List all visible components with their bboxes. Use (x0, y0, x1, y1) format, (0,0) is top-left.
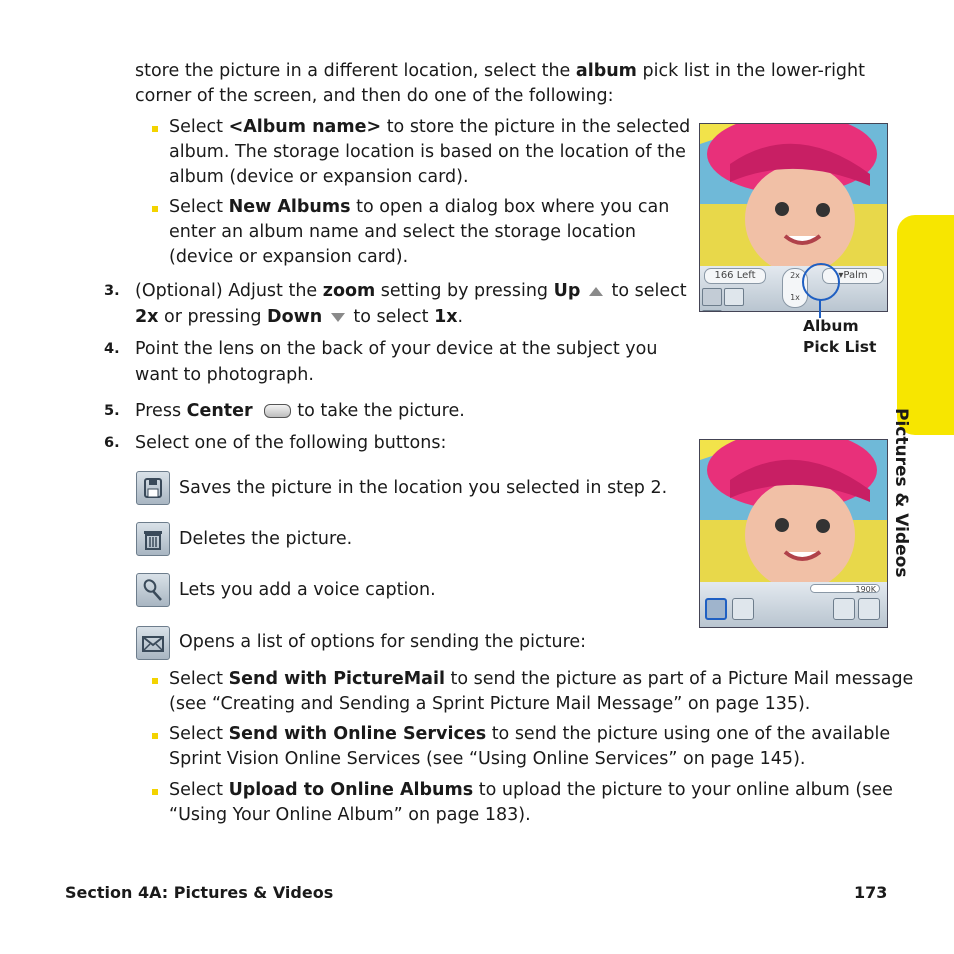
bullet-line: (see “Creating and Sending a Sprint Picture Mail Message” on page 135). (169, 694, 811, 714)
callout-label: Album Pick List (803, 317, 877, 356)
step-number: 5. (104, 403, 120, 419)
bullet-marker (152, 678, 158, 684)
baby-photo (700, 440, 887, 582)
section-side-tab (897, 215, 954, 435)
trash-icon (136, 522, 170, 556)
trash-description: Deletes the picture. (179, 529, 353, 549)
bullet-marker (152, 206, 158, 212)
review-toolbar (700, 582, 887, 627)
baby-photo (700, 124, 887, 266)
bullet-line: Select Send with PictureMail to send the picture as part of a Picture Mail message (169, 669, 914, 689)
layers-icon[interactable] (702, 288, 722, 306)
step-3-line-1: (Optional) Adjust the zoom setting by pressing Up to select (135, 281, 687, 301)
pictures-left-counter: 166 Left (704, 268, 766, 284)
intro-text: pick list in the lower-right (636, 61, 865, 81)
album-value: Palm (843, 270, 868, 281)
zoom-2x-label: 2x (790, 271, 800, 280)
intro-bold: album (575, 61, 637, 81)
envelope-icon (136, 626, 170, 660)
save-icon (136, 471, 170, 505)
save-icon[interactable] (705, 598, 727, 620)
bullet-marker (152, 126, 158, 132)
page-number: 173 (854, 883, 888, 902)
step-number: 3. (104, 283, 120, 299)
down-arrow-icon (330, 311, 346, 323)
bullet-line: Select Upload to Online Albums to upload the picture to your online album (see (169, 780, 893, 800)
bullet-line: “Using Your Online Album” on page 183). (169, 805, 531, 825)
bullet-line: album (device or expansion card). (169, 167, 469, 187)
bullet-line: Select <Album name> to store the picture in the selected (169, 117, 691, 137)
bullet-marker (152, 733, 158, 739)
zoom-1x-label: 1x (790, 293, 800, 302)
footer-section: Section 4A: Pictures & Videos (65, 883, 334, 902)
bullet-line: Select New Albums to open a dialog box where you can (169, 197, 670, 217)
bullet-line: (device or expansion card). (169, 247, 409, 267)
center-button-icon (264, 404, 291, 418)
step-4-line-1: Point the lens on the back of your device at the subject you (135, 339, 658, 359)
camera-icon[interactable] (724, 288, 744, 306)
camera-toolbar (700, 266, 887, 311)
video-icon[interactable] (702, 310, 722, 312)
step-number: 4. (104, 341, 120, 357)
send-description: Opens a list of options for sending the picture: (179, 632, 587, 652)
side-tab-label: Pictures & Videos (891, 408, 911, 578)
review-screen-capture (699, 439, 888, 628)
save-description: Saves the picture in the location you selected in step 2. (179, 478, 668, 498)
bullet-marker (152, 789, 158, 795)
microphone-icon[interactable] (833, 598, 855, 620)
bullet-line: Sprint Vision Online Services (see “Using Online Services” on page 145). (169, 749, 806, 769)
trash-icon[interactable] (732, 598, 754, 620)
mode-icons (702, 288, 764, 306)
envelope-icon[interactable] (858, 598, 880, 620)
chevron-down-icon: ▾ (838, 270, 844, 281)
intro-line-1 (135, 59, 865, 84)
voice-caption-description: Lets you add a voice caption. (179, 580, 436, 600)
file-size-indicator: 190K (810, 584, 880, 593)
step-5-line: Press Center to take the picture. (135, 401, 465, 421)
bullet-line: enter an album name and select the storage location (169, 222, 637, 242)
intro-text: store the picture in a different location, select the (135, 61, 576, 81)
step-3-line-2: 2x or pressing Down to select 1x. (135, 307, 464, 327)
up-arrow-icon (588, 285, 604, 297)
callout-circle (802, 263, 840, 301)
step-4-line-2: want to photograph. (135, 365, 314, 385)
step-6-line: Select one of the following buttons: (135, 433, 447, 453)
bullet-line: album. The storage location is based on the location of the (169, 142, 686, 162)
intro-line-2: corner of the screen, and then do one of the following: (135, 86, 614, 106)
step-number: 6. (104, 435, 120, 451)
microphone-icon (136, 573, 170, 607)
bullet-line: Select Send with Online Services to send the picture using one of the available (169, 724, 891, 744)
camera-screen-capture (699, 123, 888, 312)
